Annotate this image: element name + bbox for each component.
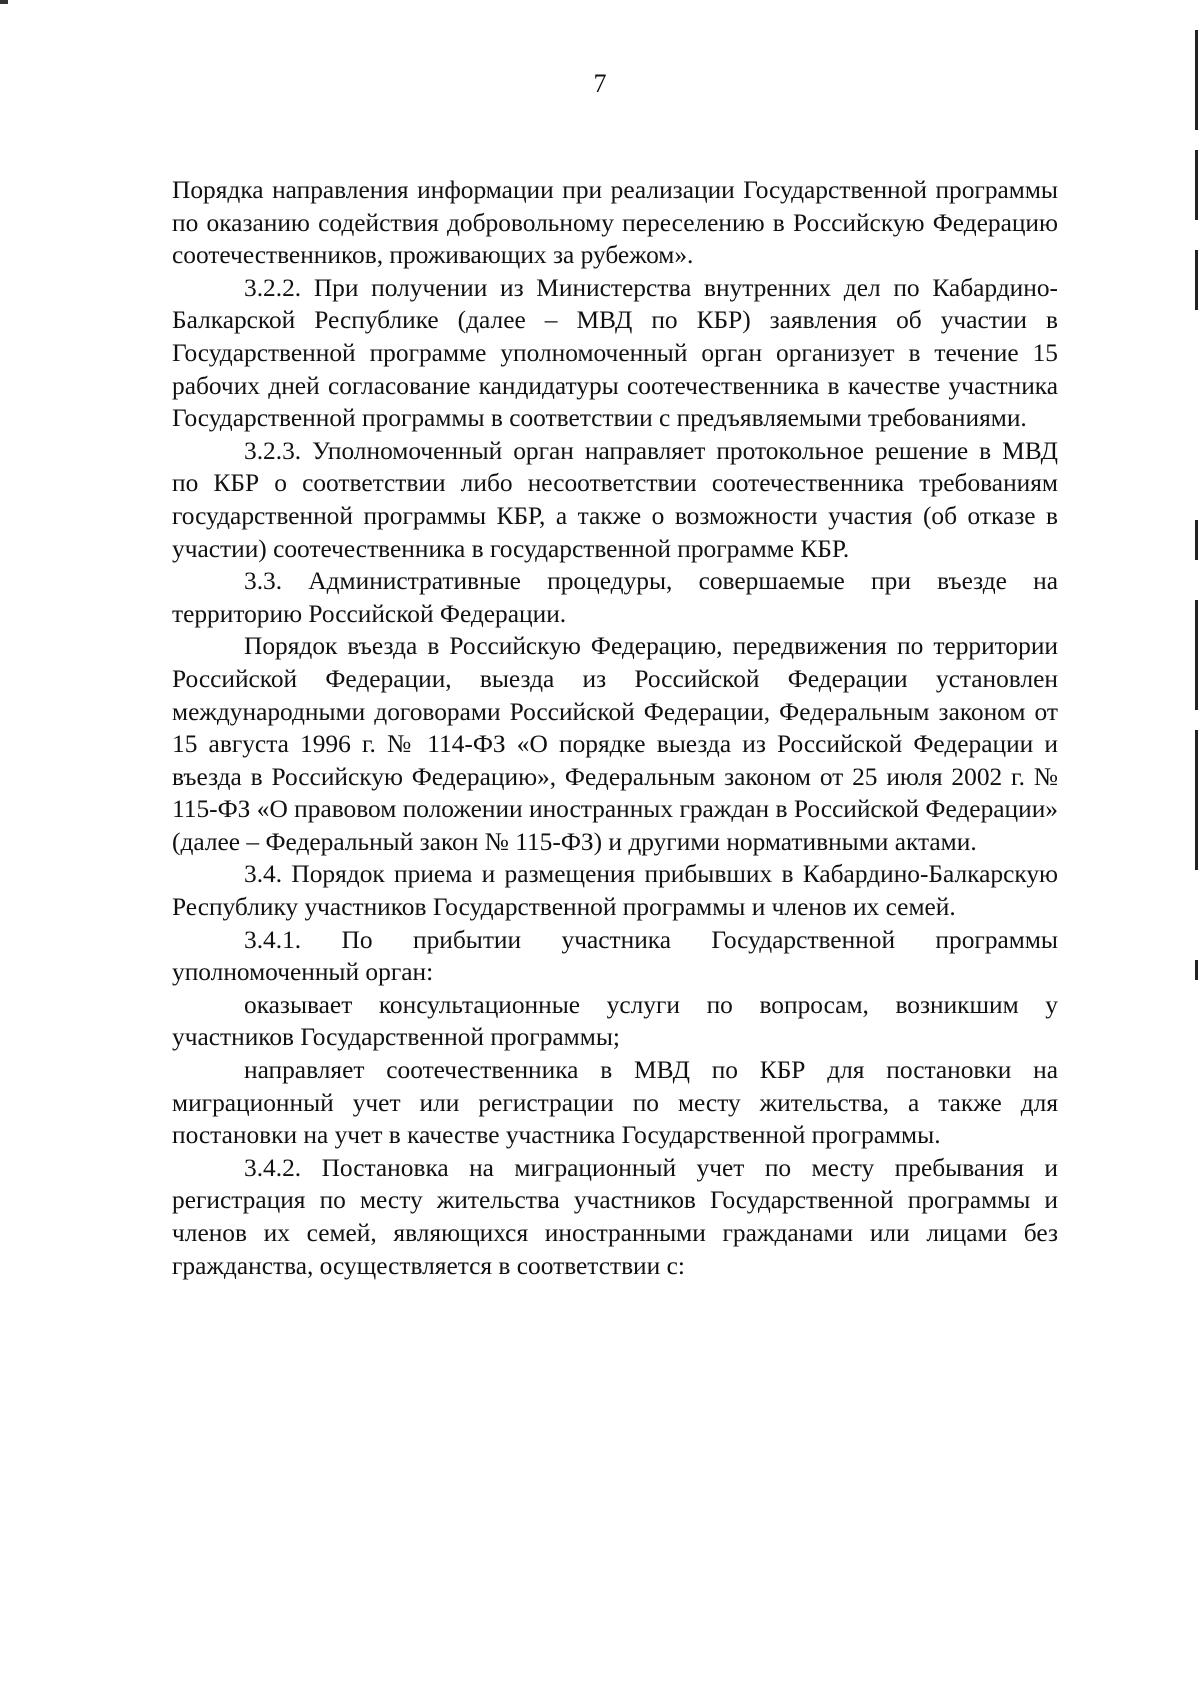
paragraph-3-4: 3.4. Порядок приема и размещения прибывших в Кабардино-Балкарскую Республику участников Государственной программы и членов их семей. [172,860,1058,922]
paragraph-continuation: Порядка направления информации при реализации Государственной программы по оказанию содействия добровольному переселению в Российскую Федерацию соотечественников, проживающих за рубежом». [172,176,1058,270]
paragraph-3-4-1: 3.4.1. По прибытии участника Государственной программы уполномоченный орган: [172,925,1058,987]
paragraph-3-2-2: 3.2.2. При получении из Министерства внутренних дел по Кабардино-Балкарской Республике (далее – МВД по КБР) заявления об участии в Государственной программе уполномоченный орган организует в течение 15 рабочих дней согласование кандидатуры соотечественника в качестве участника Государственной программы в соответствии с предъявляемыми требованиями. [172,273,1058,433]
scan-right-edge [1194,0,1200,1696]
paragraph-entry-procedure: Порядок въезда в Российскую Федерацию, передвижения по территории Российской Федерации, выезда из Российской Федерации установлен международными договорами Российской Федерации, Федеральным законом от 15 августа 1996 г. № 114-ФЗ «О порядке выезда из Российской Федерации и въезда в Российскую Федерацию», Федеральным законом от 25 июля 2002 г. № 115-ФЗ «О правовом положении иностранных граждан в Российской Федерации» (далее – Федеральный закон № 115-ФЗ) и другими нормативными актами. [172,632,1058,856]
paragraph-3-3: 3.3. Административные процедуры, совершаемые при въезде на территорию Российской Федерации. [172,567,1058,628]
paragraph-3-4-2: 3.4.2. Постановка на миграционный учет по месту пребывания и регистрация по месту жительства участников Государственной программы и членов их семей, являющихся иностранными гражданами или лицами без гражданства, осуществляется в соответствии с: [172,1153,1058,1280]
document-body [172,174,1058,1282]
paragraph-3-2-3: 3.2.3. Уполномоченный орган направляет протокольное решение в МВД по КБР о соответствии либо несоответствии соотечественника требованиям государственной программы КБР, а также о возможности участия (об отказе в участии) соотечественника в государственной программе КБР. [172,436,1058,563]
page-number: 7 [593,69,607,98]
paragraph-referral: направляет соотечественника в МВД по КБР для постановки на миграционный учет или регистрации по месту жительства, а также для постановки на учет в качестве участника Государственной программы. [172,1056,1058,1150]
paragraph-consulting: оказывает консультационные услуги по вопросам, возникшим у участников Государственной программы; [172,990,1058,1052]
scan-corner-artifact [0,0,8,4]
